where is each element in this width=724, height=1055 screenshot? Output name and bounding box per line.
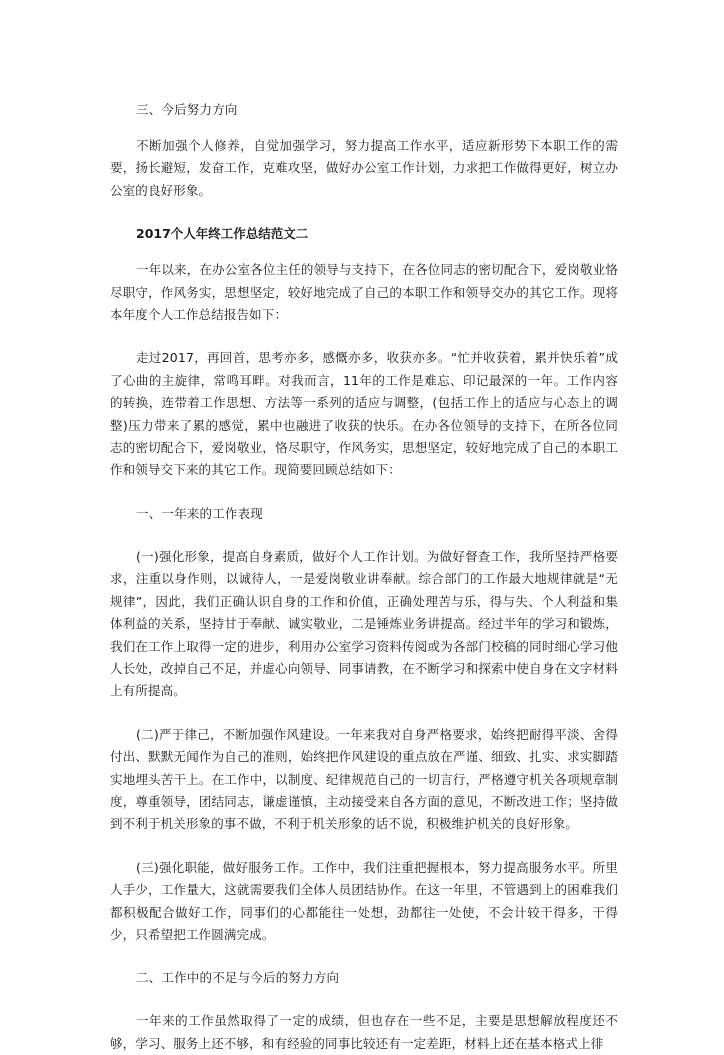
item1-paragraph: (一)强化形象，提高自身素质，做好个人工作计划。为做好督查工作，我所坚持严格要求，注重以身作则，以诚待人，一是爱岗敬业讲奉献。综合部门的工作最大地规律就是“无规律”，因此，我们正确认识自身的工作和价值，正确处理苦与乐，得与失、个人利益和集体利益的关系，坚持甘于奉献、诚实敬业，二是锤炼业务讲提高。经过半年的学习和锻炼，我们在工作上取得一定的进步，利用办公室学习资料传阅或为各部门校稿的同时细心学习他人长处，改掉自己不足，并虚心向领导、同事请教，在不断学习和探索中使自身在文字材料上有所提高。 — [110, 548, 618, 699]
item2-paragraph: (二)严于律己，不断加强作风建设。一年来我对自身严格要求，始终把耐得平淡、舍得付出、默默无闻作为自己的准则，始终把作风建设的重点放在严谨、细致、扎实、求实脚踏实地埋头苦干上。在工作中，以制度、纪律规范自己的一切言行，严格遵守机关各项规章制度，尊重领导，团结同志，谦虚谨慎，主动接受来自各方面的意见，不断改进工作；坚持做到不利于机关形象的事不做，不利于机关形象的话不说，积极维护机关的良好形象。 — [110, 726, 618, 832]
document-title: 2017个人年终工作总结范文二 — [136, 226, 309, 242]
section1-heading: 一、一年来的工作表现 — [136, 505, 264, 521]
intro-paragraph-2: 走过2017，再回首，思考亦多，感慨亦多，收获亦多。“忙并收获着，累并快乐着”成了心曲的主旋律，常鸣耳畔。对我而言，11年的工作是难忘、印记最深的一年。工作内容的转换，连带着工作思想、方法等一系列的适应与调整，(包括工作上的适应与心态上的调整)压力带来了累的感觉，累中也融进了收获的快乐。在办各位领导的支持下，在所各位同志的密切配合下，爱岗敬业，恪尽职守，作风务实，思想坚定，较好地完成了自己的本职工作和领导交下来的其它工作。现简要回顾总结如下： — [110, 350, 618, 478]
section3-paragraph: 不断加强个人修养，自觉加强学习，努力提高工作水平，适应新形势下本职工作的需要，扬长避短，发奋工作，克难攻坚，做好办公室工作计划，力求把工作做得更好，树立办公室的良好形象。 — [110, 138, 618, 198]
item3-paragraph: (三)强化职能，做好服务工作。工作中，我们注重把握根本，努力提高服务水平。所里人手少，工作量大，这就需要我们全体人员团结协作。在这一年里，不管遇到上的困难我们都积极配合做好工作，同事们的心都能往一处想，劲都往一处使，不会计较干得多，干得少，只希望把工作圆满完成。 — [110, 859, 618, 942]
intro-paragraph-1: 一年以来，在办公室各位主任的领导与支持下，在各位同志的密切配合下，爱岗敬业恪尽职守，作风务实，思想坚定，较好地完成了自己的本职工作和领导交办的其它工作。现将本年度个人工作总结报告如下： — [110, 262, 618, 323]
section3-heading: 三、今后努力方向 — [136, 102, 238, 117]
closing-paragraph: 一年来的工作虽然取得了一定的成绩，但也存在一些不足，主要是思想解放程度还不够，学习、服务上还不够，和有经验的同事比较还有一定差距，材料上还在基本格式上徘 — [110, 1013, 618, 1051]
section2-heading: 二、工作中的不足与今后的努力方向 — [136, 970, 340, 986]
